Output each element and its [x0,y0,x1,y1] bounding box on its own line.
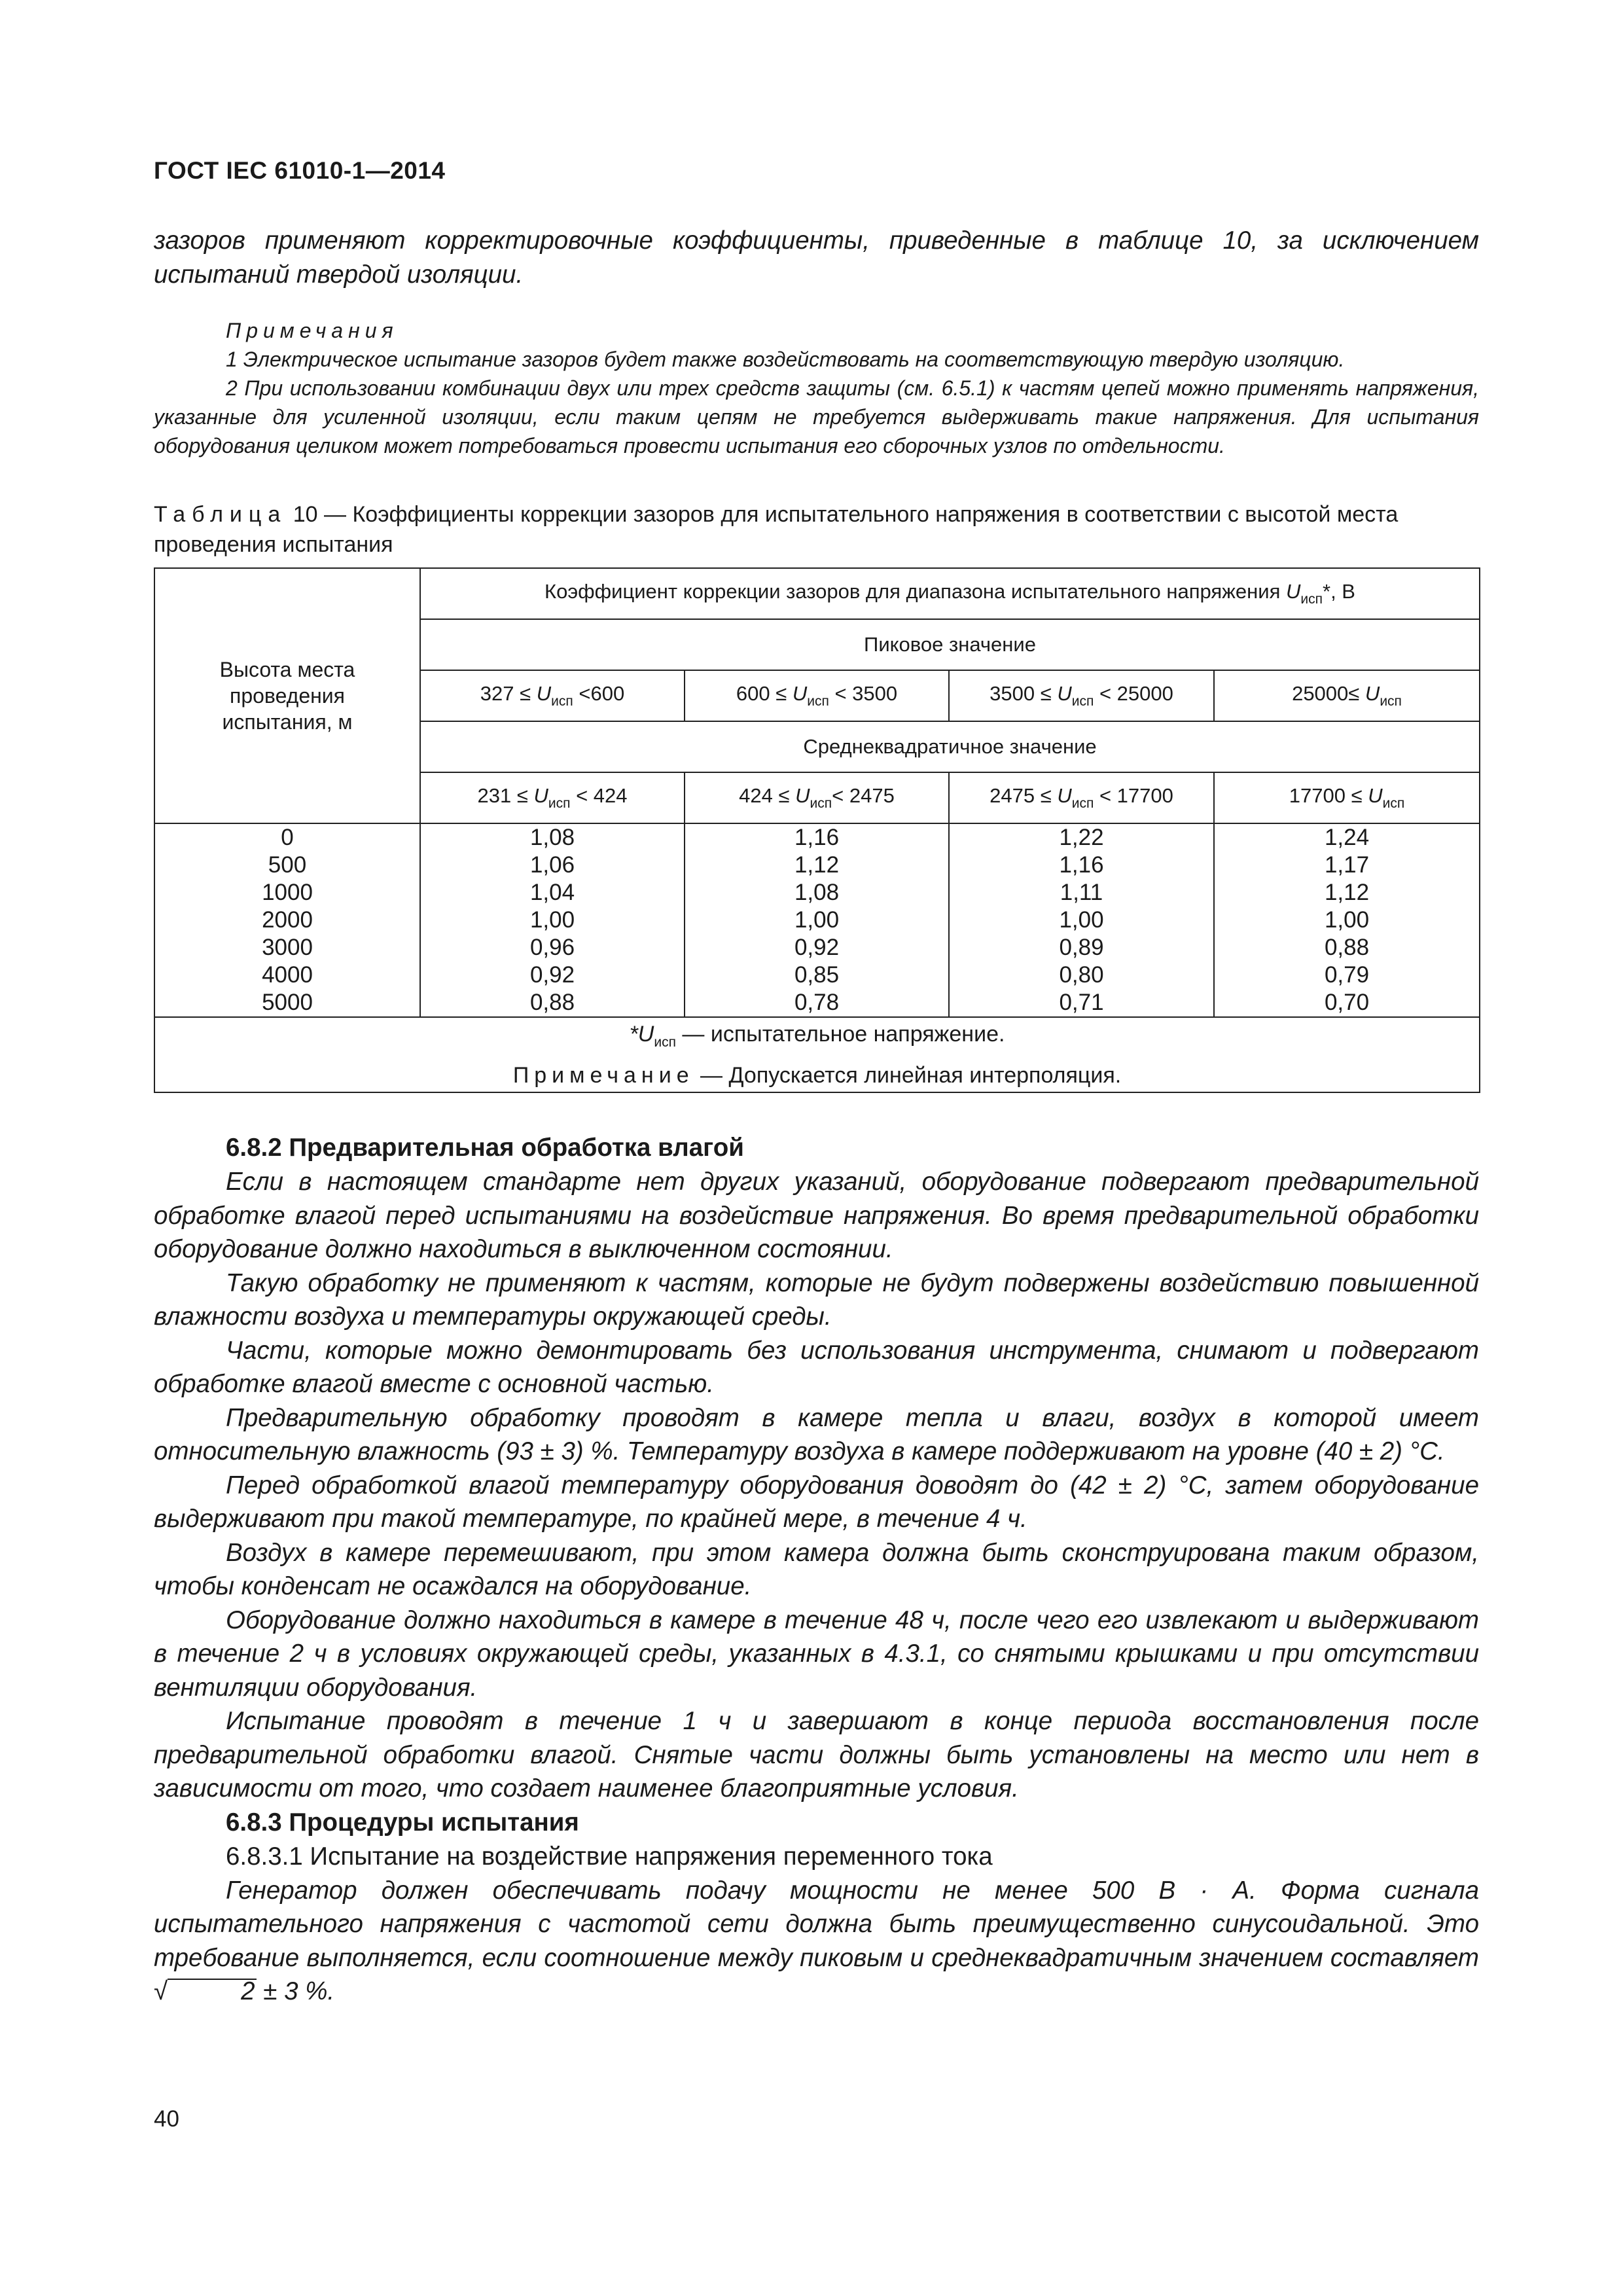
peak-range-cell: $25000\le U_{исп}$ [1214,670,1480,721]
coef-column-3: 1,22 1,16 1,11 1,00 0,89 0,80 0,71 [949,823,1214,1017]
document-header: ГОСТ IEC 61010-1—2014 [154,157,446,184]
table-caption-word: Таблица [154,502,287,527]
paragraph: Оборудование должно находиться в камере в течение 48 ч, после чего его извлекают и выдерживают в течение 2 ч в условиях окружающей среды, указанных в 4.3.1, со снятыми крышками и при отсутствии вентиляции оборудования. [154,1605,1479,1702]
rms-range-cell: $17700 \le U_{исп}$ [1214,772,1480,823]
coef-column-4: 1,24 1,17 1,12 1,00 0,88 0,79 0,70 [1214,823,1480,1017]
paragraph-6831: Генератор должен обеспечивать подачу мощности не менее 500 В · А. Форма сигнала испытательного напряжения с частотой сети должна быть преимущественно синусоидальной. Это требование выполняется, если соотношение между пиковым и среднеквадратичным значением составляет √ 2 ± 3 %. [154,1876,1479,2005]
peak-range-cell: $3500 \le U_{исп} < 25000$ [949,670,1214,721]
paragraph: Предварительную обработку проводят в камере тепла и влаги, воздух в которой имеет относительную влажность (93 ± 3) %. Температуру воздуха в камере поддерживают на уровне (40 ± 2) °С. [154,1403,1479,1465]
paragraph: Воздух в камере перемешивают, при этом камера должна быть сконструирована таким образом, чтобы конденсат не осаждался на оборудование. [154,1538,1479,1600]
note-item: 2 При использовании комбинации двух или трех средств защиты (см. 6.5.1) к частям цепей можно применять напряжения, указанные для усиленной изоляции, если таким цепям не требуется выдерживать такие напряжения. Для испытания оборудования целиком может потребоваться провести испытания его сборочных узлов по отдельности. [154,376,1479,457]
rms-range-cell: $424 \le U_{исп}< 2475$ [685,772,949,823]
peak-range-cell: $327 \le U_{исп} <600$ [420,670,685,721]
paragraph: Если в настоящем стандарте нет других указаний, оборудование подвергают предварительной обработке влагой перед испытаниями на воздействие напряжения. Во время предварительной обработки оборудование должно находиться в выключенном состоянии. [154,1168,1479,1263]
altitude-column: 0 500 1000 2000 3000 4000 5000 [154,823,420,1017]
sqrt-radicand: 2 [168,1979,256,2003]
section-6831-heading: 6.8.3.1 Испытание на воздействие напряжения переменного тока [226,1842,993,1871]
correction-table [154,567,1480,1093]
group-header: Коэффициент коррекции зазоров для диапазона испытательного напряжения $U_{исп}*$, В [420,568,1480,619]
rms-label: Среднеквадратичное значение [420,721,1480,772]
notes-block [154,316,1479,460]
page-number: 40 [154,2106,179,2132]
coef-column-1: 1,08 1,06 1,04 1,00 0,96 0,92 0,88 [420,823,685,1017]
note-item: 1 Электрическое испытание зазоров будет также воздействовать на соответствующую твердую изоляцию. [226,348,1345,371]
paragraph: Перед обработкой влагой температуру оборудования доводят до (42 ± 2) °С, затем оборудование выдерживают при такой температуре, по крайней мере, в течение 4 ч. [154,1471,1479,1533]
paragraph: Такую обработку не применяют к частям, которые не будут подвержены воздействию повышенной влажности воздуха и температуры окружающей среды. [154,1268,1479,1331]
table-caption-text: 10 — Коэффициенты коррекции зазоров для испытательного напряжения в соответствии с высотой места проведения испытания [154,502,1399,557]
altitude-header: Высота места проведения испытания, м [154,568,420,823]
notes-title: Примечания [226,319,399,342]
table-footnote: $*U_{исп}$ — испытательное напряжение. Примечание — Допускается линейная интерполяция. [154,1017,1480,1092]
sqrt-symbol: √ [154,1977,168,2005]
peak-label: Пиковое значение [420,619,1480,670]
section-682-heading: 6.8.2 Предварительная обработка влагой [226,1134,744,1162]
rms-range-cell: $2475 \le U_{исп} < 17700$ [949,772,1214,823]
table-caption [154,499,1479,560]
rms-range-cell: $231 \le U_{исп} < 424$ [420,772,685,823]
document-page [154,157,1479,2009]
coef-column-2: 1,16 1,12 1,08 1,00 0,92 0,85 0,78 [685,823,949,1017]
intro-paragraph: зазоров применяют корректировочные коэффициенты, приведенные в таблице 10, за исключением испытаний твердой изоляции. [154,226,1479,289]
section-683-heading: 6.8.3 Процедуры испытания [226,1808,579,1837]
paragraph: Части, которые можно демонтировать без использования инструмента, снимают и подвергают обработке влагой вместе с основной частью. [154,1336,1479,1398]
peak-range-cell: $600 \le U_{исп} < 3500$ [685,670,949,721]
table-data-row [154,823,1480,1017]
table-note-text: — Допускается линейная интерполяция. [694,1063,1122,1088]
table-note-word: Примечание [512,1063,694,1088]
paragraph: Испытание проводят в течение 1 ч и завершают в конце периода восстановления после предварительной обработки влагой. Снятые части должны быть установлены на место или нет в зависимости от того, что создает наименее благоприятные условия. [154,1707,1479,1803]
